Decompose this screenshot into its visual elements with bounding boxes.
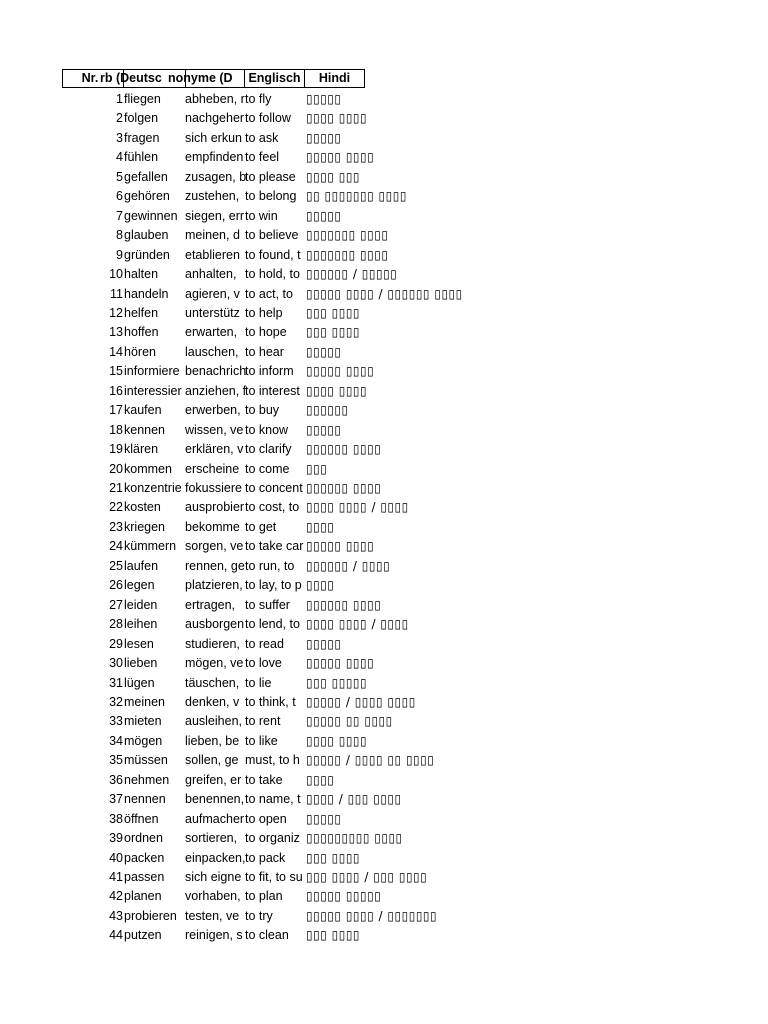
cell-english: to lay, to p [245,578,302,593]
header-hindi [304,69,365,88]
cell-hindi: ▯▯ ▯▯▯▯▯▯▯ ▯▯▯▯ [306,189,407,204]
cell-verb: lieben [124,656,158,671]
header-synonyms-label: nonyme (D [168,71,233,85]
cell-english: to interest [245,383,300,398]
cell-verb: nennen [124,792,166,807]
cell-nr: 22 [109,500,123,515]
cell-nr: 28 [109,617,123,632]
cell-nr: 10 [109,267,123,282]
cell-nr: 21 [109,481,123,495]
cell-english: to clarify [245,442,292,457]
cell-english: to hold, to [245,267,300,282]
cell-nr: 2 [116,111,123,126]
cell-verb: müssen [124,753,168,768]
cell-nr: 40 [109,850,123,865]
cell-english: to run, to [245,558,295,573]
cell-nr: 23 [109,519,123,534]
cell-english: to help [245,305,283,320]
cell-hindi: ▯▯▯▯ [306,578,335,593]
cell-nr: 9 [116,247,123,262]
cell-nr: 24 [109,539,123,554]
cell-english: to read [245,636,284,651]
table-row [0,186,768,205]
table-row [0,867,768,886]
cell-synonyms: ausborgen [185,617,245,632]
table-row [0,750,768,769]
cell-english: to come [245,461,290,476]
cell-hindi: ▯▯▯ [306,461,328,476]
cell-nr: 31 [109,675,123,690]
cell-nr: 16 [109,383,123,398]
table-row [0,809,768,828]
cell-nr: 13 [109,325,123,340]
cell-synonyms: mögen, ve [185,656,244,671]
cell-hindi: ▯▯▯▯▯ ▯▯▯▯ / ▯▯▯▯▯▯▯ [306,908,438,923]
cell-nr: 33 [109,714,123,729]
cell-nr: 5 [116,169,123,184]
cell-verb: kommen [124,461,172,476]
header-hindi-label: Hindi [318,71,351,85]
cell-verb: kümmern [124,539,177,554]
cell-nr: 18 [109,422,123,437]
cell-verb: helfen [124,305,159,320]
cell-synonyms: ausleihen, [185,714,242,729]
cell-english: to rent [245,714,281,729]
cell-synonyms: siegen, err [185,208,245,223]
table-row [0,303,768,322]
cell-hindi: ▯▯▯▯▯ ▯▯▯▯ [306,150,375,165]
cell-nr: 25 [109,558,123,573]
cell-english: to cost, to [245,500,300,515]
cell-english: to get [245,519,277,534]
table-row [0,536,768,555]
table-row [0,634,768,653]
table-row [0,420,768,439]
cell-synonyms: erwarten, [185,325,238,340]
table-row [0,789,768,808]
cell-nr: 27 [109,597,123,612]
cell-verb: folgen [124,111,159,126]
cell-english: to know [245,422,289,437]
cell-synonyms: sich eigne [185,870,242,884]
cell-synonyms: erwerben, [185,403,241,418]
cell-verb: interessier [124,383,182,398]
cell-verb: laufen [124,558,159,573]
cell-hindi: ▯▯▯▯ ▯▯▯▯ [306,733,368,748]
cell-hindi: ▯▯▯▯▯▯ / ▯▯▯▯▯ [306,267,398,282]
cell-hindi: ▯▯▯ ▯▯▯▯ [306,325,361,340]
cell-english: to ask [245,130,279,145]
cell-synonyms: rennen, ge [185,558,245,573]
cell-hindi: ▯▯▯▯▯ [306,811,342,826]
cell-verb: handeln [124,286,169,301]
cell-hindi: ▯▯▯▯▯▯ ▯▯▯▯ [306,442,382,457]
cell-synonyms: wissen, ve [185,422,244,437]
cell-hindi: ▯▯▯▯▯ ▯▯▯▯ / ▯▯▯▯▯▯ ▯▯▯▯ [306,286,463,301]
table-row [0,711,768,730]
table-row [0,206,768,225]
cell-nr: 6 [116,189,123,204]
cell-hindi: ▯▯▯▯▯ [306,130,342,145]
table-row [0,147,768,166]
table-row [0,400,768,419]
table-row [0,459,768,478]
cell-synonyms: studieren, [185,636,240,651]
cell-nr: 44 [109,928,123,943]
cell-hindi: ▯▯▯▯▯ / ▯▯▯▯ ▯▯▯▯ [306,694,416,709]
cell-synonyms: abheben, r [185,92,245,106]
table-row [0,264,768,283]
cell-nr: 41 [109,870,123,884]
cell-hindi: ▯▯▯▯ ▯▯▯▯ [306,383,368,398]
cell-english: to take [245,772,283,787]
cell-english: to believe [245,228,299,243]
cell-synonyms: meinen, d [185,228,240,243]
cell-synonyms: benennen, [185,792,245,807]
cell-english: must, to h [245,753,300,768]
cell-hindi: ▯▯▯▯▯ ▯▯ ▯▯▯▯ [306,714,393,729]
cell-synonyms: greifen, er [185,772,242,787]
cell-synonyms: aufmacher [185,811,245,826]
header-synonyms [168,69,245,88]
table-row [0,614,768,633]
table-row [0,673,768,692]
cell-verb: nehmen [124,772,170,787]
cell-synonyms: anhalten, [185,267,237,282]
cell-synonyms: anziehen, f [185,383,247,398]
cell-hindi: ▯▯▯▯▯▯▯ ▯▯▯▯ [306,247,389,262]
cell-hindi: ▯▯▯▯▯▯ [306,403,349,418]
cell-verb: passen [124,870,165,884]
cell-verb: meinen [124,694,165,709]
cell-english: to love [245,656,282,671]
cell-verb: fliegen [124,92,161,106]
cell-english: to think, t [245,694,296,709]
header-english [244,69,305,88]
cell-nr: 38 [109,811,123,826]
cell-verb: kosten [124,500,161,515]
cell-hindi: ▯▯▯▯ ▯▯▯ [306,169,361,184]
cell-hindi: ▯▯▯▯▯▯ ▯▯▯▯ [306,597,382,612]
cell-hindi: ▯▯▯▯ [306,772,335,787]
cell-verb: konzentrie [124,481,182,495]
cell-verb: kennen [124,422,166,437]
cell-synonyms: täuschen, [185,675,240,690]
cell-nr: 39 [109,831,123,846]
cell-verb: gehören [124,189,170,204]
cell-synonyms: unterstütz [185,305,240,320]
cell-verb: probieren [124,908,177,923]
cell-nr: 20 [109,461,123,476]
cell-synonyms: platzieren, [185,578,243,593]
cell-nr: 4 [116,150,123,165]
cell-verb: lesen [124,636,154,651]
table-row [0,439,768,458]
cell-verb: mieten [124,714,162,729]
cell-nr: 43 [109,908,123,923]
cell-nr: 8 [116,228,123,243]
cell-english: to buy [245,403,280,418]
table-row [0,225,768,244]
table-row [0,381,768,400]
cell-english: to act, to [245,286,293,301]
cell-verb: glauben [124,228,169,243]
cell-english: to lend, to [245,617,300,632]
cell-english: to fit, to su [245,870,303,884]
table-row [0,653,768,672]
cell-hindi: ▯▯▯ ▯▯▯▯ / ▯▯▯ ▯▯▯▯ [306,870,428,884]
cell-hindi: ▯▯▯ ▯▯▯▯ [306,305,361,320]
table-row [0,245,768,264]
cell-nr: 32 [109,694,123,709]
cell-hindi: ▯▯▯▯▯ ▯▯▯▯ [306,539,375,554]
table-row [0,731,768,750]
cell-hindi: ▯▯▯ ▯▯▯▯ [306,850,361,865]
table-row [0,478,768,497]
table-row [0,906,768,925]
cell-verb: mögen [124,733,163,748]
table-row [0,322,768,341]
cell-verb: klären [124,442,159,457]
cell-english: to please [245,169,296,184]
table-row [0,342,768,361]
cell-verb: gefallen [124,169,168,184]
cell-english: to plan [245,889,283,904]
header-english-label: Englisch [248,71,301,85]
cell-hindi: ▯▯▯▯▯ [306,92,342,106]
cell-synonyms: lauschen, [185,344,239,359]
cell-synonyms: sich erkun [185,130,242,145]
cell-hindi: ▯▯▯▯▯ ▯▯▯▯ [306,656,375,671]
cell-verb: gewinnen [124,208,178,223]
table-row [0,361,768,380]
cell-hindi: ▯▯▯▯ ▯▯▯▯ [306,111,368,126]
cell-verb: planen [124,889,162,904]
cell-nr: 37 [109,792,123,807]
cell-english: to belong [245,189,297,204]
cell-english: to lie [245,675,272,690]
cell-hindi: ▯▯▯▯▯▯ ▯▯▯▯ [306,481,382,495]
cell-nr: 19 [109,442,123,457]
header-verb-label: rb (Deutsc [100,71,162,85]
cell-english: to follow [245,111,291,126]
cell-synonyms: sollen, ge [185,753,239,768]
cell-verb: kriegen [124,519,165,534]
cell-hindi: ▯▯▯▯▯ ▯▯▯▯ [306,364,375,379]
cell-hindi: ▯▯▯ ▯▯▯▯ [306,928,361,943]
cell-nr: 26 [109,578,123,593]
cell-synonyms: zusagen, b [185,169,247,184]
header-nr-label: Nr. [81,71,99,85]
cell-synonyms: sortieren, [185,831,238,846]
cell-nr: 30 [109,656,123,671]
table-row [0,770,768,789]
table-row [0,128,768,147]
table-row [0,89,768,108]
cell-hindi: ▯▯▯ ▯▯▯▯▯ [306,675,368,690]
cell-hindi: ▯▯▯▯ [306,519,335,534]
cell-nr: 11 [110,286,123,301]
cell-english: to found, t [245,247,301,262]
cell-english: to inform [245,364,294,379]
cell-synonyms: agieren, v [185,286,240,301]
table-row [0,828,768,847]
cell-verb: leiden [124,597,158,612]
cell-synonyms: zustehen, [185,189,240,204]
cell-english: to pack [245,850,286,865]
cell-english: to hope [245,325,287,340]
cell-english: to feel [245,150,280,165]
cell-synonyms: einpacken, [185,850,246,865]
table-row [0,556,768,575]
cell-hindi: ▯▯▯▯ / ▯▯▯ ▯▯▯▯ [306,792,402,807]
cell-synonyms: ertragen, [185,597,236,612]
cell-english: to name, t [245,792,301,807]
cell-nr: 1 [116,92,123,106]
cell-english: to concent [245,481,303,495]
cell-verb: informiere [124,364,180,379]
cell-hindi: ▯▯▯▯▯ [306,344,342,359]
table-row [0,108,768,127]
cell-hindi: ▯▯▯▯▯ ▯▯▯▯▯ [306,889,382,904]
cell-verb: legen [124,578,155,593]
cell-verb: packen [124,850,165,865]
table-row [0,925,768,944]
cell-nr: 14 [109,344,123,359]
cell-nr: 35 [109,753,123,768]
cell-hindi: ▯▯▯▯▯ [306,422,342,437]
cell-english: to organiz [245,831,300,846]
cell-synonyms: empfinden [185,150,244,165]
cell-verb: kaufen [124,403,162,418]
cell-english: to like [245,733,278,748]
cell-english: to try [245,908,273,923]
cell-synonyms: nachgeher [185,111,245,126]
cell-verb: fühlen [124,150,159,165]
cell-nr: 36 [109,772,123,787]
table-row [0,575,768,594]
cell-hindi: ▯▯▯▯▯▯▯▯▯ ▯▯▯▯ [306,831,403,846]
cell-synonyms: erscheine [185,461,240,476]
cell-nr: 12 [109,305,123,320]
cell-nr: 3 [116,130,123,145]
cell-verb: gründen [124,247,170,262]
cell-english: to suffer [245,597,290,612]
cell-synonyms: reinigen, s [185,928,243,943]
cell-english: to hear [245,344,284,359]
cell-synonyms: vorhaben, [185,889,241,904]
cell-hindi: ▯▯▯▯▯ [306,636,342,651]
cell-english: to take car [245,539,304,554]
cell-verb: lügen [124,675,155,690]
cell-nr: 42 [109,889,123,904]
table-row [0,886,768,905]
cell-synonyms: erklären, v [185,442,244,457]
cell-synonyms: lieben, be [185,733,240,748]
cell-synonyms: bekomme [185,519,240,534]
cell-synonyms: benachrich [185,364,247,379]
cell-hindi: ▯▯▯▯ ▯▯▯▯ / ▯▯▯▯ [306,617,409,632]
cell-verb: putzen [124,928,162,943]
cell-verb: hören [124,344,156,359]
cell-synonyms: sorgen, ve [185,539,244,554]
cell-synonyms: etablieren [185,247,240,262]
cell-hindi: ▯▯▯▯ ▯▯▯▯ / ▯▯▯▯ [306,500,409,515]
cell-verb: hoffen [124,325,159,340]
cell-verb: halten [124,267,159,282]
cell-nr: 7 [116,208,123,223]
cell-synonyms: fokussiere [185,481,242,495]
table-row [0,497,768,516]
cell-hindi: ▯▯▯▯▯▯ / ▯▯▯▯ [306,558,391,573]
cell-synonyms: testen, ve [185,908,240,923]
cell-hindi: ▯▯▯▯▯ / ▯▯▯▯ ▯▯ ▯▯▯▯ [306,753,435,768]
cell-verb: öffnen [124,811,159,826]
table-row [0,848,768,867]
cell-synonyms: denken, v [185,694,240,709]
cell-nr: 34 [109,733,123,748]
cell-hindi: ▯▯▯▯▯▯▯ ▯▯▯▯ [306,228,389,243]
cell-verb: leihen [124,617,158,632]
cell-english: to clean [245,928,289,943]
cell-english: to fly [245,92,272,106]
table-row [0,595,768,614]
cell-nr: 15 [109,364,123,379]
cell-nr: 17 [109,403,123,418]
cell-synonyms: ausprobier [185,500,245,515]
cell-hindi: ▯▯▯▯▯ [306,208,342,223]
cell-english: to win [245,208,278,223]
table-row [0,692,768,711]
table-row [0,517,768,536]
table-row [0,284,768,303]
cell-english: to open [245,811,287,826]
table-row [0,167,768,186]
cell-nr: 29 [109,636,123,651]
cell-verb: ordnen [124,831,163,846]
cell-verb: fragen [124,130,160,145]
